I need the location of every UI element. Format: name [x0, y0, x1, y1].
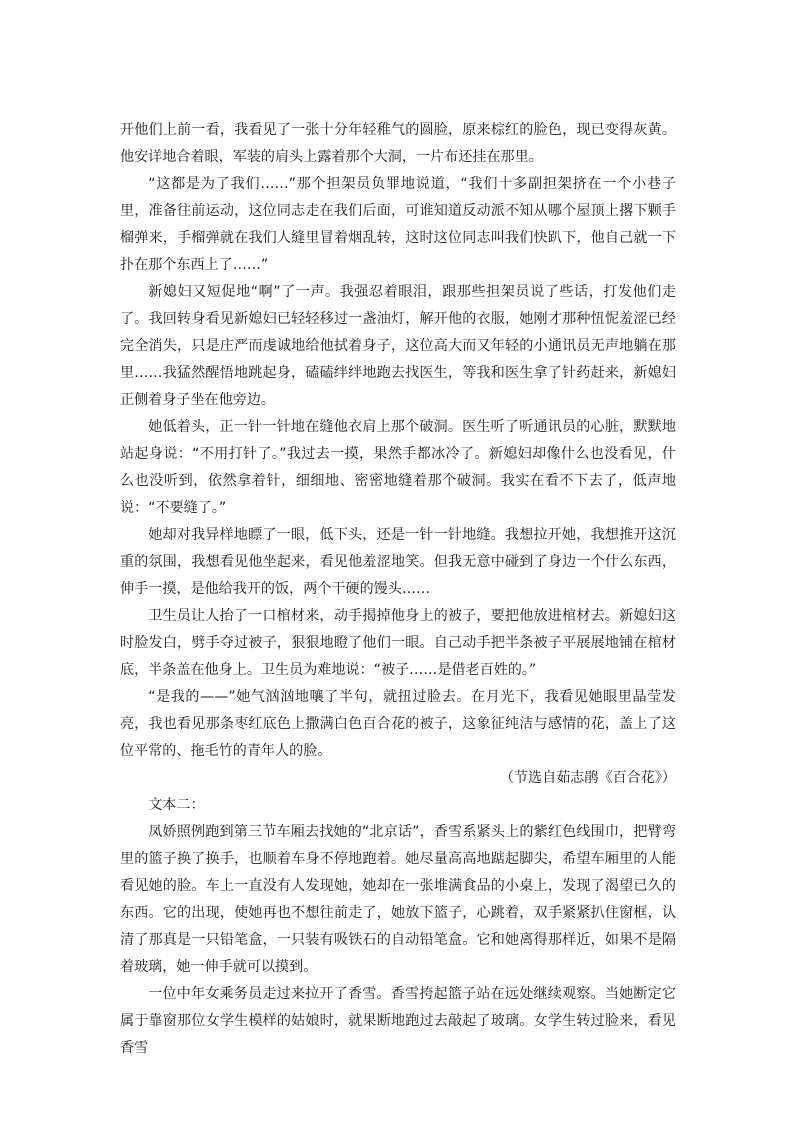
paragraph-8: 凤娇照例跑到第三节车厢去找她的“北京话”，香雪系紧头上的紫红色线围巾，把臂弯里的篮子换了换手，也顺着车身不停地跑着。她尽量高高地踮起脚尖，希望车厢里的人能看见她的脸。车上一直没有人发现她，她却在一张堆满食品的小桌上，发现了渴望已久的东西。它的出现，使她再也不想往前走了，她放下篮子，心跳着，双手紧紧扒住窗框，认清了那真是一只铅笔盒，一只装有吸铁石的自动铅笔盒。它和她离得那样近，如果不是隔着玻璃，她一伸手就可以摸到。	[120, 824, 676, 975]
paragraph-4: 她低着头，正一针一针地在缝他衣肩上那个破洞。医生听了听通讯员的心脏，默默地站起身说：“不用打针了。”我过去一摸，果然手都冰冷了。新媳妇却像什么也没看见，什么也没听到，依然拿着针，细细地、密密地缝着那个破洞。我实在看不下去了，低声地说：“不要缝了。”	[120, 419, 676, 516]
source-citation: （节选自茹志鹃《百合花》）	[499, 770, 676, 786]
paragraph-9: 一位中年女乘务员走过来拉开了香雪。香雪挎起篮子站在远处继续观察。当她断定它属于靠窗那位女学生模样的姑娘时，就果断地跑过去敲起了玻璃。女学生转过脸来，看见香雪	[120, 986, 676, 1056]
paragraph-7: “是我的——”她气汹汹地嚷了半句，就扭过脸去。在月光下，我看见她眼里晶莹发亮，我也看见那条枣红底色上撒满白色百合花的被子，这象征纯洁与感情的花，盖上了这位平常的、拖毛竹的青年人的脸。	[120, 689, 676, 759]
paragraph-3: 新媳妇又短促地“啊”了一声。我强忍着眼泪，跟那些担架员说了些话，打发他们走了。我回转身看见新媳妇已轻轻移过一盏油灯，解开他的衣服，她刚才那种忸怩羞涩已经完全消失，只是庄严而虔诚地给他拭着身子，这位高大而又年轻的小通讯员无声地躺在那里……我猛然醒悟地跳起身，磕磕绊绊地跑去找医生，等我和医生拿了针药赶来，新媳妇正侧着身子坐在他旁边。	[120, 284, 676, 408]
paragraph-1: 开他们上前一看，我看见了一张十分年轻稚气的圆脸，原来棕红的脸色，现已变得灰黄。他安详地合着眼，军装的肩头上露着那个大洞，一片布还挂在那里。	[120, 122, 676, 165]
text2-heading: 文本二：	[148, 797, 205, 813]
paragraph-6: 卫生员让人抬了一口棺材来，动手揭掉他身上的被子，要把他放进棺材去。新媳妇这时脸发白，劈手夺过被子，狠狠地瞪了他们一眼。自己动手把半条被子平展展地铺在棺材底，半条盖在他身上。卫生员为难地说：“被子……是借老百姓的。”	[120, 608, 676, 678]
paragraph-2: “这都是为了我们……”那个担架员负罪地说道，“我们十多副担架挤在一个小巷子里，准备往前运动，这位同志走在我们后面，可谁知道反动派不知从哪个屋顶上撂下颗手榴弹来，手榴弹就在我们人缝里冒着烟乱转，这时这位同志叫我们快趴下，他自己就一下扑在那个东西上了……”	[120, 176, 676, 273]
paragraph-5: 她却对我异样地瞟了一眼，低下头，还是一针一针地缝。我想拉开她，我想推开这沉重的氛围，我想看见他坐起来，看见他羞涩地笑。但我无意中碰到了身边一个什么东西，伸手一摸，是他给我开的饭，两个干硬的馒头……	[120, 527, 676, 597]
document-page	[120, 117, 676, 1062]
